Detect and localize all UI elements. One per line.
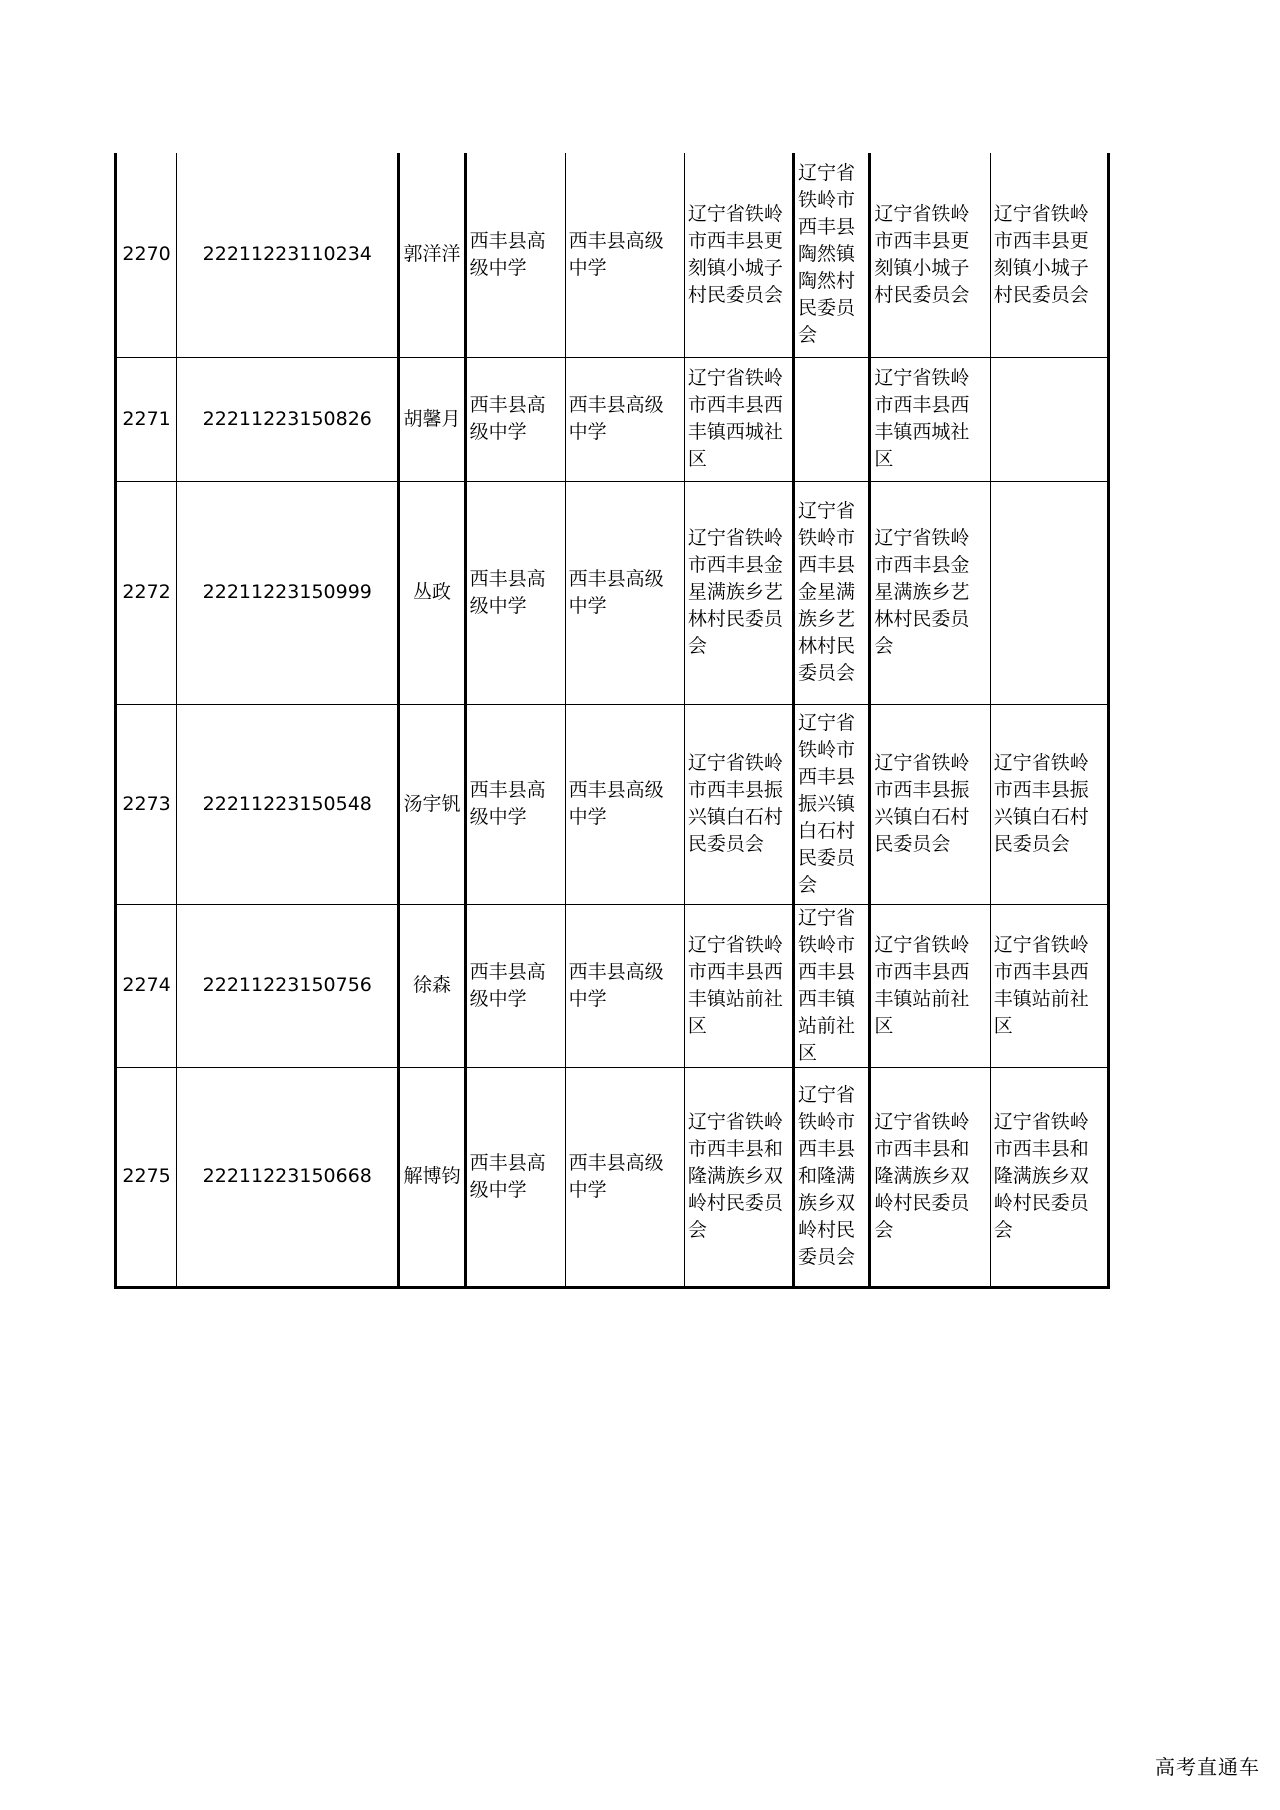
school-name-cell: 西丰县高级中学 xyxy=(465,153,565,357)
school-name-cell: 西丰县高级中学 xyxy=(465,704,565,904)
school-name-cell: 西丰县高级中学 xyxy=(465,904,565,1067)
address-column-3-cell: 辽宁省铁岭市西丰县振兴镇白石村民委员会 xyxy=(870,704,990,904)
candidate-name-cell: 汤宇钒 xyxy=(399,704,465,904)
address-column-3-cell: 辽宁省铁岭市西丰县金星满族乡艺林村民委员会 xyxy=(870,481,990,704)
roster-body xyxy=(116,153,1109,1287)
candidate-name-cell: 丛政 xyxy=(399,481,465,704)
candidate-name-cell: 郭洋洋 xyxy=(399,153,465,357)
school-name-cell: 西丰县高级中学 xyxy=(465,357,565,481)
graduated-school-cell: 西丰县高级中学 xyxy=(565,481,684,704)
row-number-cell: 2275 xyxy=(116,1067,177,1287)
admission-roster-table xyxy=(114,153,1110,1289)
site-watermark: 高考直通车 xyxy=(1155,1755,1260,1779)
household-address-cell: 辽宁省铁岭市西丰县和隆满族乡双岭村民委员会 xyxy=(684,1067,793,1287)
household-address-cell: 辽宁省铁岭市西丰县西丰镇站前社区 xyxy=(684,904,793,1067)
graduated-school-cell: 西丰县高级中学 xyxy=(565,357,684,481)
school-name-cell: 西丰县高级中学 xyxy=(465,481,565,704)
household-address-cell: 辽宁省铁岭市西丰县西丰镇西城社区 xyxy=(684,357,793,481)
address-column-3-cell: 辽宁省铁岭市西丰县更刻镇小城子村民委员会 xyxy=(870,153,990,357)
address-column-2-cell: 辽宁省铁岭市西丰县金星满族乡艺林村民委员会 xyxy=(793,481,869,704)
household-address-cell: 辽宁省铁岭市西丰县振兴镇白石村民委员会 xyxy=(684,704,793,904)
address-column-4-cell xyxy=(990,357,1108,481)
row-number-cell: 2273 xyxy=(116,704,177,904)
table-row xyxy=(116,357,1109,481)
address-column-2-cell: 辽宁省铁岭市西丰县西丰镇站前社区 xyxy=(793,904,869,1067)
row-number-cell: 2271 xyxy=(116,357,177,481)
graduated-school-cell: 西丰县高级中学 xyxy=(565,704,684,904)
address-column-4-cell xyxy=(990,481,1108,704)
graduated-school-cell: 西丰县高级中学 xyxy=(565,904,684,1067)
table-row xyxy=(116,481,1109,704)
row-number-cell: 2270 xyxy=(116,153,177,357)
row-number-cell: 2272 xyxy=(116,481,177,704)
address-column-3-cell: 辽宁省铁岭市西丰县西丰镇西城社区 xyxy=(870,357,990,481)
address-column-2-cell: 辽宁省铁岭市西丰县和隆满族乡双岭村民委员会 xyxy=(793,1067,869,1287)
table-row xyxy=(116,904,1109,1067)
table-row xyxy=(116,704,1109,904)
address-column-3-cell: 辽宁省铁岭市西丰县和隆满族乡双岭村民委员会 xyxy=(870,1067,990,1287)
candidate-id-cell: 22211223110234 xyxy=(177,153,399,357)
row-number-cell: 2274 xyxy=(116,904,177,1067)
candidate-id-cell: 22211223150668 xyxy=(177,1067,399,1287)
address-column-4-cell: 辽宁省铁岭市西丰县更刻镇小城子村民委员会 xyxy=(990,153,1108,357)
school-name-cell: 西丰县高级中学 xyxy=(465,1067,565,1287)
candidate-id-cell: 22211223150756 xyxy=(177,904,399,1067)
address-column-2-cell xyxy=(793,357,869,481)
address-column-4-cell: 辽宁省铁岭市西丰县西丰镇站前社区 xyxy=(990,904,1108,1067)
candidate-id-cell: 22211223150826 xyxy=(177,357,399,481)
graduated-school-cell: 西丰县高级中学 xyxy=(565,153,684,357)
candidate-id-cell: 22211223150548 xyxy=(177,704,399,904)
table-row xyxy=(116,153,1109,357)
table-row xyxy=(116,1067,1109,1287)
candidate-name-cell: 胡馨月 xyxy=(399,357,465,481)
address-column-2-cell: 辽宁省铁岭市西丰县振兴镇白石村民委员会 xyxy=(793,704,869,904)
candidate-name-cell: 解博钧 xyxy=(399,1067,465,1287)
address-column-3-cell: 辽宁省铁岭市西丰县西丰镇站前社区 xyxy=(870,904,990,1067)
candidate-name-cell: 徐森 xyxy=(399,904,465,1067)
household-address-cell: 辽宁省铁岭市西丰县金星满族乡艺林村民委员会 xyxy=(684,481,793,704)
address-column-4-cell: 辽宁省铁岭市西丰县振兴镇白石村民委员会 xyxy=(990,704,1108,904)
graduated-school-cell: 西丰县高级中学 xyxy=(565,1067,684,1287)
household-address-cell: 辽宁省铁岭市西丰县更刻镇小城子村民委员会 xyxy=(684,153,793,357)
candidate-id-cell: 22211223150999 xyxy=(177,481,399,704)
address-column-4-cell: 辽宁省铁岭市西丰县和隆满族乡双岭村民委员会 xyxy=(990,1067,1108,1287)
address-column-2-cell: 辽宁省铁岭市西丰县陶然镇陶然村民委员会 xyxy=(793,153,869,357)
